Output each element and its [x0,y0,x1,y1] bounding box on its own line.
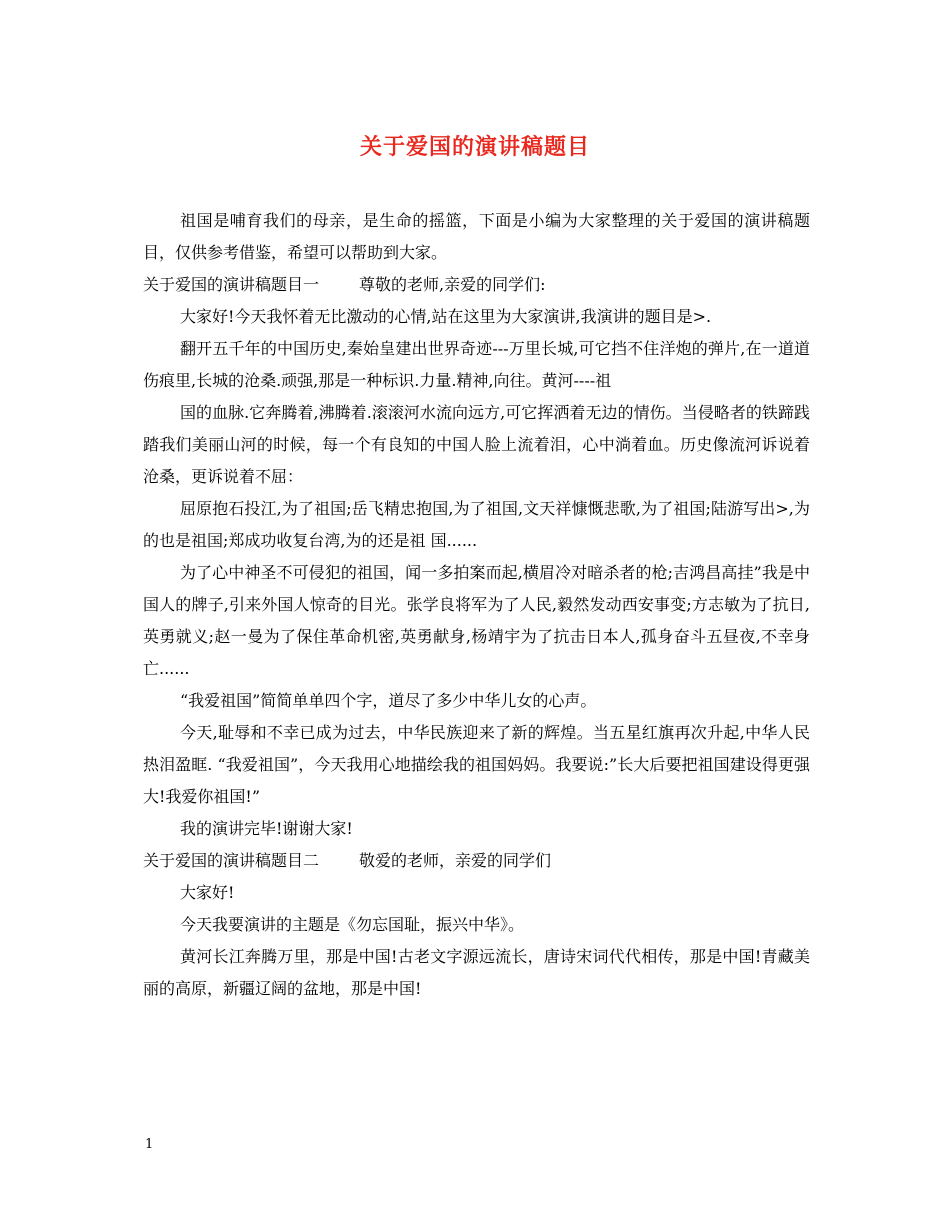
body-paragraph: 黄河长江奔腾万里，那是中国!古老文字源远流长，唐诗宋词代代相传，那是中国!青藏美丽的高原，新疆辽阔的盆地，那是中国! [143,947,810,998]
section-two-heading: 关于爱国的演讲稿题目二 [143,851,320,870]
section-two-greeting: 敬爱的老师，亲爱的同学们 [359,851,552,870]
body-paragraph: 翻开五千年的中国历史,秦始皇建出世界奇迹---万里长城,可它挡不住洋炮的弹片,在一道道伤痕里,长城的沧桑.顽强,那是一种标识.力量.精神,向往。黄河----祖 [143,339,810,390]
section-two-heading-line [143,845,810,877]
document-title: 关于爱国的演讲稿题目 [359,134,590,160]
section-one-heading: 关于爱国的演讲稿题目一 [143,275,320,294]
body-paragraph: 今天我要演讲的主题是《勿忘国耻，振兴中华》。 [180,915,525,934]
page-number: 1 [145,1137,154,1152]
body-paragraph: 我的演讲完毕!谢谢大家! [180,819,353,838]
body-paragraph: 为了心中神圣不可侵犯的祖国，闻一多拍案而起,横眉冷对暗杀者的枪;吉鸿昌高挂”我是中国人的牌子,引来外国人惊奇的目光。张学良将军为了人民,毅然发动西安事变;方志敏为了抗日,英勇就义;赵一曼为了保住革命机密,英勇献身,杨靖宇为了抗击日本人,孤身奋斗五昼夜,不幸身亡...... [143,563,810,678]
section-one-greeting: 尊敬的老师,亲爱的同学们: [359,275,546,294]
body-paragraph: 大家好! [180,883,235,902]
intro-paragraph: 祖国是哺育我们的母亲，是生命的摇篮，下面是小编为大家整理的关于爱国的演讲稿题目，仅供参考借鉴，希望可以帮助到大家。 [143,211,810,262]
body-paragraph: 今天,耻辱和不幸已成为过去，中华民族迎来了新的辉煌。当五星红旗再次升起,中华人民热泪盈眶. “我爱祖国”，今天我用心地描绘我的祖国妈妈。我要说:”长大后要把祖国建设得更强大!我爱你祖国!” [143,723,810,806]
body-paragraph: 大家好!今天我怀着无比激动的心情,站在这里为大家演讲,我演讲的题目是>. [180,307,712,326]
section-one-heading-line [143,269,810,301]
body-paragraph: 屈原抱石投江,为了祖国;岳飞精忠抱国,为了祖国,文天祥慷慨悲歌,为了祖国;陆游写出>,为的也是祖国;郑成功收复台湾,为的还是祖 国...... [143,499,810,550]
document-body [143,205,810,1005]
body-paragraph: 国的血脉.它奔腾着,沸腾着.滚滚河水流向远方,可它挥洒着无边的情伤。当侵略者的铁蹄践踏我们美丽山河的时候，每一个有良知的中国人脸上流着泪，心中淌着血。历史像流河诉说着沧桑，更诉说着不屈： [143,403,810,486]
body-paragraph: “我爱祖国”简简单单四个字，道尽了多少中华儿女的心声。 [180,691,597,710]
